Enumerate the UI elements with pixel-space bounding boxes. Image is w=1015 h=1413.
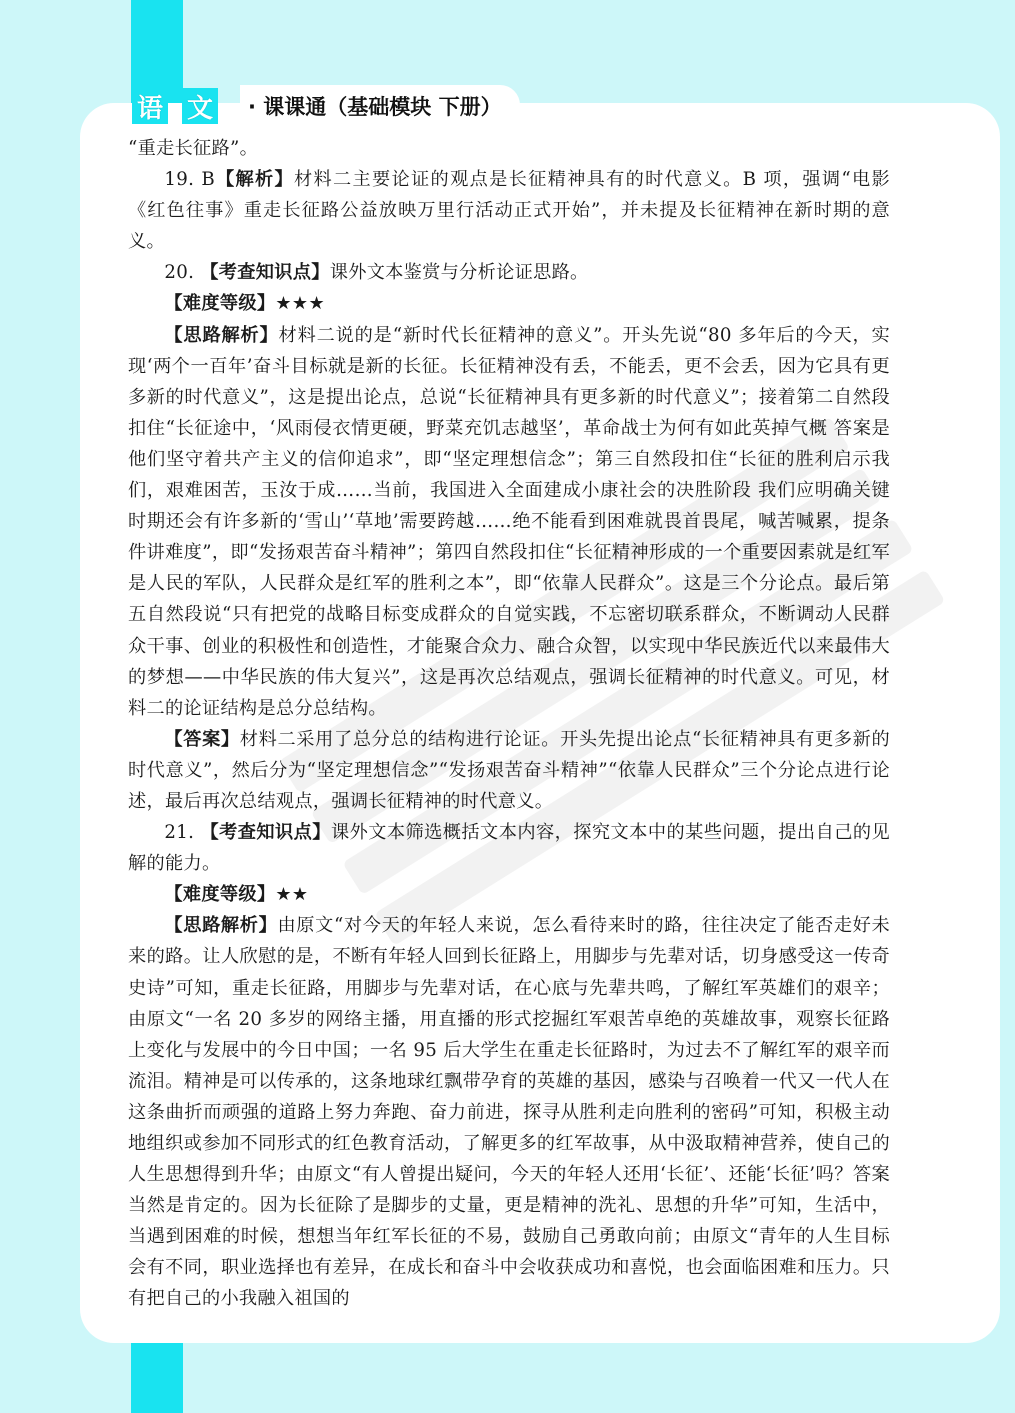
- section-label: 【思路解析】: [164, 915, 278, 937]
- paragraph: 20. 【考查知识点】课外文本鉴赏与分析论证思路。: [164, 262, 589, 284]
- paragraph: [128, 879, 890, 910]
- section-label: 【解析】: [214, 169, 295, 191]
- section-label: 【难度等级】: [164, 884, 276, 906]
- subject-char-box: 文: [182, 88, 218, 124]
- paragraph: [128, 288, 890, 319]
- paragraph: 【思路解析】由原文“对今天的年轻人来说，怎么看待来时的路，往往决定了能否走好未来的路。让人欣慰的是，不断有年轻人回到长征路上，用脚步与先辈对话，切身感受这一传奇史诗”可知，重走长征路，用脚步与先辈对话，在心底与先辈共鸣，了解红军英雄们的艰辛；由原文“一名 20 多岁的网络主播，用直播的形式挖掘红军艰苦卓绝的英雄故事，观察长征路上变化与发展中的今日中国；一名 95 后大学生在重走长征路时，为过去不了解红军的艰辛而流泪。精神是可以传承的，这条地球红飘带孕育的英雄的基因，感染与召唤着一代又一代人在这条曲折而顽强的道路上努力奔跑、奋力前进，探寻从胜利走向胜利的密码”可知，积极主动地组织或参加不同形式的红色教育活动，了解更多的红军故事，从中汲取精神营养，使自己的人生思想得到升华；由原文“有人曾提出疑问，今天的年轻人还用‘长征’、还能‘长征’吗？答案当然是肯定的。因为长征除了是脚步的丈量，更是精神的洗礼、思想的升华”可知，生活中，当遇到困难的时候，想想当年红军长征的不易，鼓励自己勇敢向前；由原文“青年的人生目标会有不同，职业选择也有差异，在成长和奋斗中会收获成功和喜悦，也会面临困难和压力。只有把自己的小我融入祖国的: [128, 915, 890, 1310]
- difficulty-stars: ★★★: [275, 293, 326, 315]
- paragraph: “重走长征路”。: [128, 138, 259, 159]
- paragraph: 19. B【解析】材料二主要论证的观点是长征精神具有的时代意义。B 项，强调“电影《红色往事》重走长征路公益放映万里行活动正式开始”，并未提及长征精神在新时期的意义。: [128, 169, 891, 253]
- page-header: [132, 85, 520, 127]
- section-label: 【考查知识点】: [200, 822, 331, 844]
- difficulty-stars: ★★: [275, 884, 309, 906]
- paragraph: 【思路解析】材料二说的是“新时代长征精神的意义”。开头先说“80 多年后的今天，实现‘两个一百年’奋斗目标就是新的长征。长征精神没有丢，不能丢，更不会丢，因为它具有更多新的时代意义”，这是提出论点，总说“长征精神具有更多新的时代意义”；接着第二自然段扣住“长征途中，‘风雨侵衣情更硬，野菜充饥志越坚’，革命战士为何有如此英掉气概 答案是他们坚守着共产主义的信仰追求”，即“坚定理想信念”；第三自然段扣住“长征的胜利启示我们，艰难困苦，玉汝于成……当前，我国进入全面建成小康社会的决胜阶段 我们应明确关键时期还会有许多新的‘雪山’‘草地’需要跨越……绝不能看到困难就畏首畏尾，喊苦喊累，提条件讲难度”，即“发扬艰苦奋斗精神”；第四自然段扣住“长征精神形成的一个重要因素就是红军是人民的军队，人民群众是红军的胜利之本”，即“依靠人民群众”。这是三个分论点。最后第五自然段说“只有把党的战略目标变成群众的自觉实践，不忘密切联系群众，不断调动人民群众干事、创业的积极性和创造性，才能聚合众力、融合众智，以实现中华民族近代以来最伟大的梦想——中华民族的伟大复兴”，这是再次总结观点，强调长征精神的时代意义。可见，材料二的论证结构是总分总结构。: [128, 324, 890, 719]
- answer-content: [128, 133, 890, 1315]
- subject-char-box: 语: [132, 88, 168, 124]
- section-label: 【思路解析】: [164, 324, 279, 346]
- section-label: 【考查知识点】: [200, 262, 330, 284]
- section-label: 【难度等级】: [164, 293, 276, 315]
- paragraph: 21. 【考查知识点】课外文本筛选概括文本内容，探究文本中的某些问题，提出自己的见解的能力。: [128, 822, 890, 875]
- book-title: · 课课通（基础模块 下册）: [240, 85, 520, 127]
- page-number: 006: [137, 1315, 177, 1339]
- section-label: 【答案】: [164, 728, 240, 750]
- paragraph: 【答案】材料二采用了总分总的结构进行论证。开头先提出论点“长征精神具有更多新的时代意义”，然后分为“坚定理想信念”“发扬艰苦奋斗精神”“依靠人民群众”三个分论点进行论述，最后再次总结观点，强调长征精神的时代意义。: [128, 728, 890, 812]
